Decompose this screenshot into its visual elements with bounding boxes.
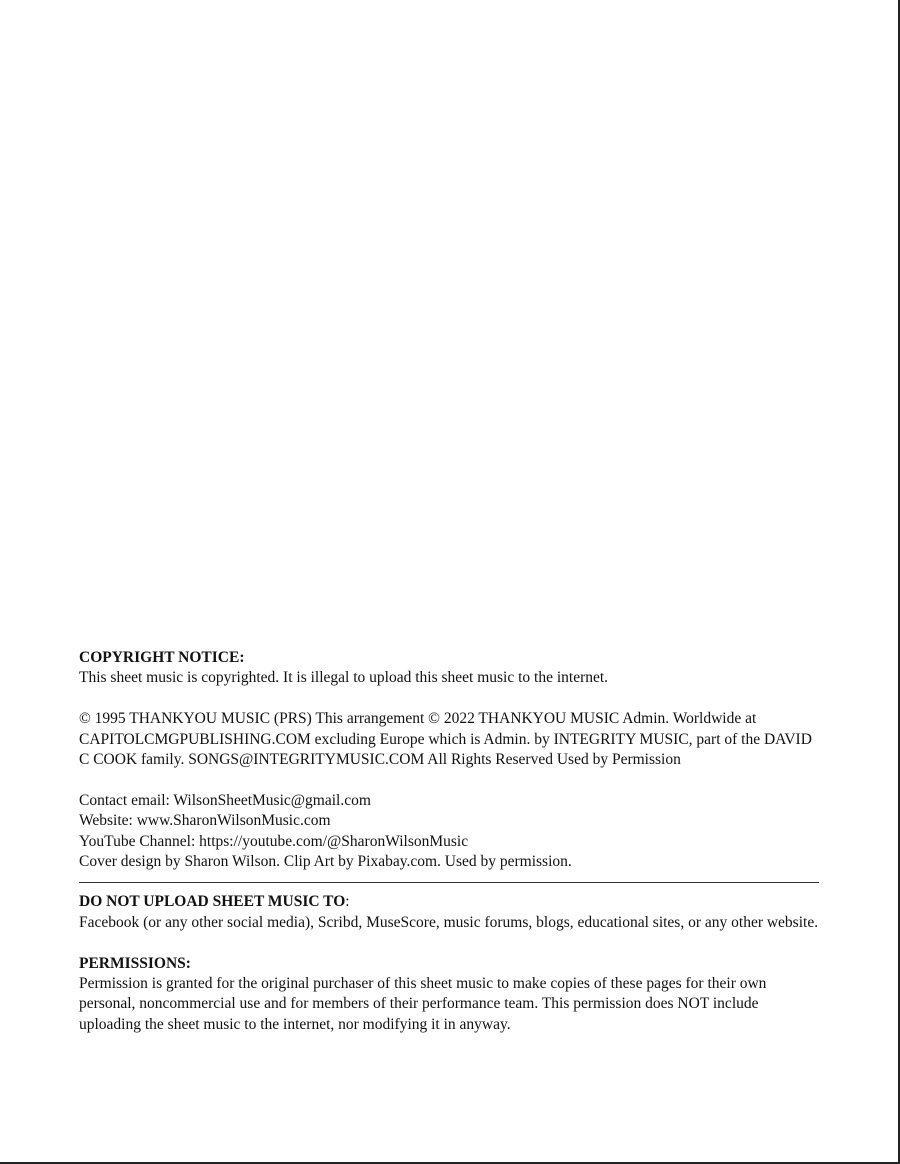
contact-youtube: YouTube Channel: https://youtube.com/@SharonWilsonMusic bbox=[79, 832, 469, 850]
do-not-upload-colon: : bbox=[345, 893, 350, 911]
do-not-upload-text: Facebook (or any other social media), Scribd, MuseScore, music forums, blogs, educational sites, or any other website. bbox=[79, 913, 819, 931]
contact-website: Website: www.SharonWilsonMusic.com bbox=[79, 812, 331, 830]
contact-email: Contact email: WilsonSheetMusic@gmail.com bbox=[79, 791, 371, 809]
spacer bbox=[79, 933, 821, 953]
copyright-heading: COPYRIGHT NOTICE: bbox=[79, 649, 245, 666]
permissions-heading: PERMISSIONS: bbox=[79, 954, 191, 972]
copyright-legal-text: © 1995 THANKYOU MUSIC (PRS) This arrangement © 2022 THANKYOU MUSIC Admin. Worldwide at CAPITOLCMGPUBLISHING.COM excluding Europe which is Admin. by INTEGRITY MUSIC, part of the DAVID C COOK family. SONGS@INTEGRITYMUSIC.COM All Rights Reserved Used by Permission bbox=[79, 710, 812, 769]
permissions-text: Permission is granted for the original purchaser of this sheet music to make copies of these pages for their own personal, noncommercial use and for members of their performance team. This permission does NOT include uploading the sheet music to the internet, nor modifying it in anyway. bbox=[79, 975, 767, 1033]
do-not-upload-heading: DO NOT UPLOAD SHEET MUSIC TO bbox=[79, 893, 346, 911]
copyright-statement: This sheet music is copyrighted. It is illegal to upload this sheet music to the internet. bbox=[79, 669, 609, 687]
divider bbox=[79, 882, 819, 883]
spacer bbox=[79, 689, 821, 709]
do-not-upload-line bbox=[79, 892, 821, 912]
cover-credit: Cover design by Sharon Wilson. Clip Art by Pixabay.com. Used by permission. bbox=[79, 853, 572, 871]
spacer bbox=[79, 770, 821, 790]
copyright-notice-block bbox=[79, 648, 821, 1035]
